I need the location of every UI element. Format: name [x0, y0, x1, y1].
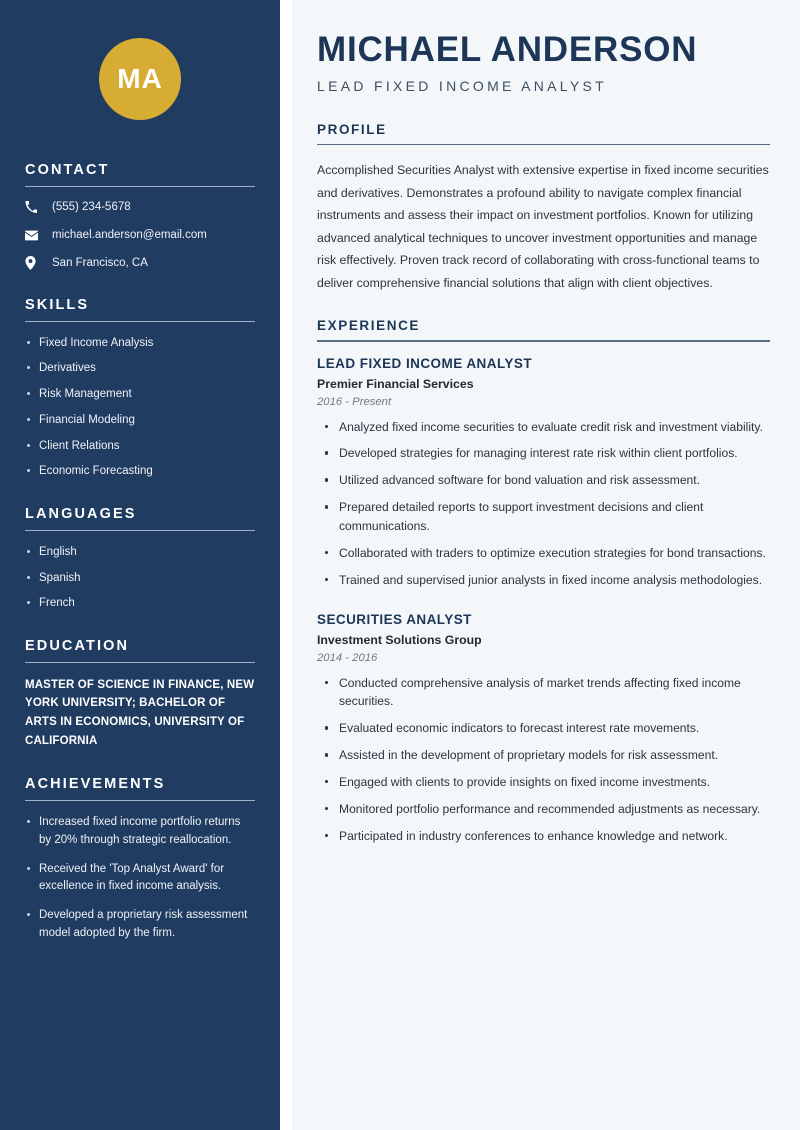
job-title: SECURITIES ANALYST [317, 611, 472, 627]
achievements-divider [25, 800, 255, 801]
list-item: Client Relations [25, 438, 255, 455]
list-item: Assisted in the development of proprietary models for risk assessment. [317, 746, 770, 765]
avatar-container [25, 0, 255, 162]
sidebar-section-achievements [25, 776, 255, 942]
list-item: Prepared detailed reports to support investment decisions and client communications. [317, 498, 770, 536]
list-item: Developed strategies for managing interest rate risk within client portfolios. [317, 444, 770, 463]
list-item: Increased fixed income portfolio returns by 20% through strategic reallocation. [25, 814, 255, 849]
education-heading: EDUCATION [25, 637, 130, 654]
page-title: MICHAEL ANDERSON [317, 30, 698, 69]
list-item: Participated in industry conferences to enhance knowledge and network. [317, 827, 770, 846]
section-profile [317, 122, 770, 294]
experience-heading: EXPERIENCE [317, 318, 421, 334]
job-company: Investment Solutions Group [317, 632, 482, 647]
job-dates: 2014 - 2016 [317, 651, 378, 664]
contact-heading: CONTACT [25, 162, 110, 178]
contact-list [25, 200, 255, 271]
list-item: French [25, 595, 255, 612]
contact-phone-value: (555) 234-5678 [52, 201, 131, 213]
achievements-heading: ACHIEVEMENTS [25, 776, 166, 793]
languages-heading: LANGUAGES [25, 505, 137, 522]
list-item: Utilized advanced software for bond valuation and risk assessment. [317, 471, 770, 490]
job-bullet-list [317, 418, 770, 590]
list-item: Derivatives [25, 360, 255, 377]
map-pin-icon [25, 256, 43, 270]
list-item: Economic Forecasting [25, 463, 255, 480]
languages-list [25, 544, 255, 612]
skills-heading: SKILLS [25, 296, 90, 313]
job-company: Premier Financial Services [317, 376, 474, 391]
contact-item-phone[interactable] [25, 200, 255, 215]
list-item: Trained and supervised junior analysts in fixed income analysis methodologies. [317, 571, 770, 590]
section-experience [317, 318, 770, 845]
sidebar-section-skills [25, 297, 255, 480]
education-divider [25, 662, 255, 663]
phone-icon [25, 201, 43, 213]
profile-divider [317, 144, 770, 145]
contact-item-location[interactable] [25, 256, 255, 271]
avatar [99, 38, 181, 120]
job-dates: 2016 - Present [317, 395, 392, 408]
profile-text: Accomplished Securities Analyst with extensive expertise in fixed income securities and derivatives. Demonstrates a profound ability to navigate complex financial instruments and assess their impact on investment portfolios. Known for utilizing advanced analytical techniques to uncover investment opportunities and manage risk effectively. Proven track record of collaborating with cross-functional teams to deliver comprehensive financial solutions that align with client objectives. [317, 163, 769, 290]
job-title: LEAD FIXED INCOME ANALYST [317, 355, 533, 371]
list-item: Engaged with clients to provide insights on fixed income investments. [317, 773, 770, 792]
envelope-icon [25, 229, 43, 242]
list-item: Spanish [25, 570, 255, 587]
profile-heading: PROFILE [317, 121, 387, 137]
column-gap [280, 0, 292, 1130]
sidebar-section-languages [25, 506, 255, 612]
experience-entry [317, 612, 770, 846]
list-item: Received the 'Top Analyst Award' for excellence in fixed income analysis. [25, 861, 255, 896]
sidebar-section-education [25, 638, 255, 751]
list-item: Risk Management [25, 386, 255, 403]
contact-item-email[interactable] [25, 228, 255, 243]
education-text: MASTER OF SCIENCE IN FINANCE, NEW YORK UNIVERSITY; BACHELOR OF ARTS IN ECONOMICS, UNIVERSITY OF CALIFORNIA [25, 678, 255, 747]
list-item: Analyzed fixed income securities to evaluate credit risk and investment viability. [317, 418, 770, 437]
experience-divider [317, 340, 770, 341]
contact-email-value: michael.anderson@email.com [52, 228, 207, 241]
list-item: Collaborated with traders to optimize execution strategies for bond transactions. [317, 544, 770, 563]
sidebar-section-contact [25, 162, 255, 271]
skills-list [25, 335, 255, 480]
list-item: Conducted comprehensive analysis of market trends affecting fixed income securities. [317, 674, 770, 712]
job-bullet-list [317, 674, 770, 846]
languages-divider [25, 530, 255, 531]
list-item: Financial Modeling [25, 412, 255, 429]
experience-entry [317, 356, 770, 590]
sidebar [0, 0, 280, 1130]
list-item: English [25, 544, 255, 561]
list-item: Fixed Income Analysis [25, 335, 255, 352]
contact-divider [25, 186, 255, 187]
list-item: Monitored portfolio performance and recommended adjustments as necessary. [317, 800, 770, 819]
contact-location-value: San Francisco, CA [52, 256, 148, 269]
list-item: Evaluated economic indicators to forecast interest rate movements. [317, 719, 770, 738]
skills-divider [25, 321, 255, 322]
job-subtitle: LEAD FIXED INCOME ANALYST [317, 77, 607, 94]
main-content [292, 0, 800, 1130]
achievements-list [25, 814, 255, 942]
avatar-initials: MA [117, 63, 163, 94]
list-item: Developed a proprietary risk assessment model adopted by the firm. [25, 907, 255, 942]
